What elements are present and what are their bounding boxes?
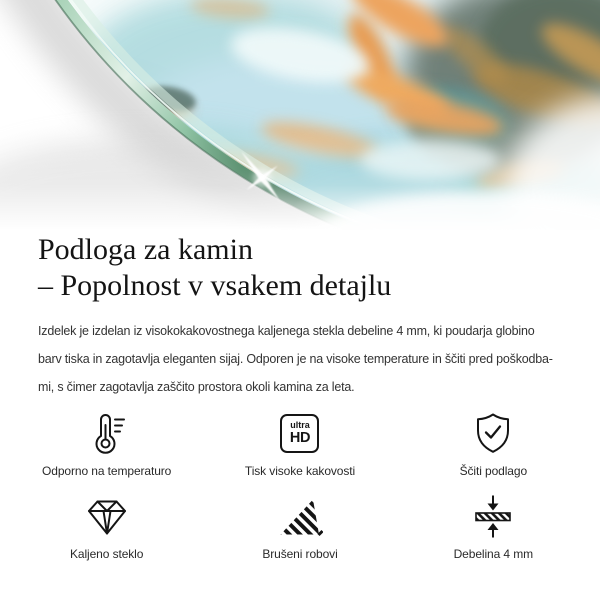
feature-temperature-resistant — [10, 409, 203, 478]
product-description — [38, 317, 580, 401]
feature-thickness — [397, 492, 590, 561]
description-line: barv tiska in zagotavlja eleganten sijaj. Odporen je na visoke temperature in ščiti pred poškodba- — [38, 352, 553, 366]
description-line: mi, s čimer zagotavlja zaščito prostora okoli kamina za leta. — [38, 380, 355, 394]
product-image — [0, 0, 600, 230]
feature-label: Odporno na temperaturo — [42, 464, 172, 478]
diamond-icon — [84, 492, 130, 540]
feature-protects-surface — [397, 409, 590, 478]
feature-label: Debelina 4 mm — [453, 547, 534, 561]
ultra-hd-icon-text-bottom: HD — [289, 429, 311, 446]
feature-print-quality — [203, 409, 396, 478]
feature-label: Brušeni robovi — [262, 547, 338, 561]
product-description-section — [0, 232, 600, 401]
thickness-4mm-icon — [470, 492, 516, 540]
feature-polished-edges — [203, 492, 396, 561]
page-title — [38, 232, 580, 304]
shield-check-icon — [470, 409, 516, 457]
ultra-hd-icon — [280, 409, 319, 457]
feature-label: Tisk visoke kakovosti — [244, 464, 356, 478]
polished-edges-icon — [277, 492, 323, 540]
feature-label: Kaljeno steklo — [70, 547, 144, 561]
page-title-line1: Podloga za kamin — [38, 233, 253, 266]
feature-grid — [10, 409, 590, 561]
ultra-hd-icon-text-top: ultra — [290, 419, 310, 430]
page-title-line2: – Popolnost v vsakem detajlu — [38, 269, 392, 302]
thermometer-icon — [84, 409, 130, 457]
feature-label: Ščiti podlago — [459, 464, 528, 478]
feature-tempered-glass — [10, 492, 203, 561]
description-line: Izdelek je izdelan iz visokokakovostnega kaljenega stekla debeline 4 mm, ki poudarja globino — [38, 324, 535, 338]
hero-section — [0, 0, 600, 230]
